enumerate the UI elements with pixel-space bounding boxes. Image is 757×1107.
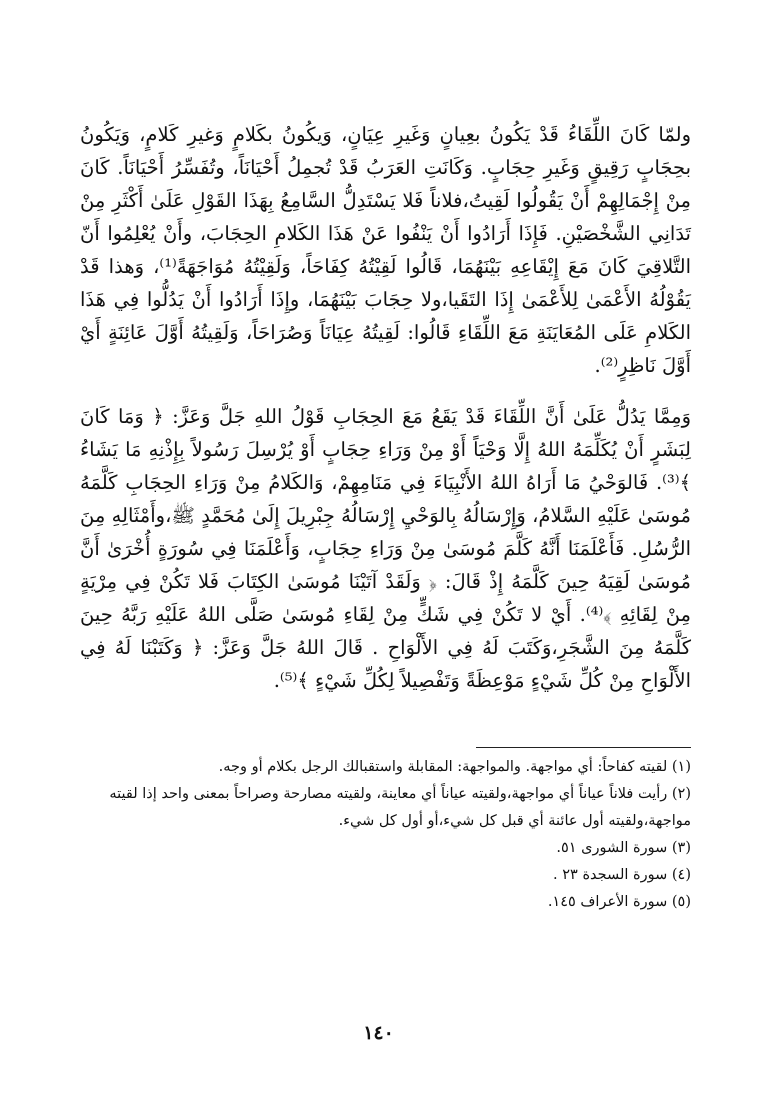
page-number: ١٤٠ bbox=[363, 1022, 394, 1044]
footnotes-list bbox=[80, 754, 691, 916]
footnote-3: (٣) سورة الشورى ٥١. bbox=[556, 840, 691, 856]
footnote-2: (٢) رأيت فلاناً عياناً أي مواجهة،ولقيته عياناً أي معاينة، ولقيته مصارحة وصراحاً بمعنى واحد إذا لقيته مواجهة،ولقيته أول عائنة أي قبل كل شيء،أو أول كل شيء. bbox=[109, 786, 691, 829]
footnote-5: (٥) سورة الأعراف ١٤٥. bbox=[547, 894, 691, 910]
paragraph-2: وَمِمَّا يَدُلُّ عَلَىٰ أَنَّ اللِّقَاءَ قَدْ يَقَعُ مَعَ الحِجَابِ قَوْلُ اللهِ جَلَّ وَعَزَّ: ﴿ وَمَا كَانَ لِبَشَرٍ أَنْ يُكَلِّمَهُ اللهُ إِلَّا وَحْيَاً أَوْ مِنْ وَرَاءِ حِجَابٍ أَوْ يُرْسِلَ رَسُولاً بِإِذْنِهِ مَا يَشَاءُ ﴾⁽³⁾. فَالوَحْيُ مَا أَرَاهُ اللهُ الأَنْبِيَاءَ فِي مَنَامِهِمْ، وَالكَلامُ مِنْ وَرَاءِ الحِجَابِ كَلَّمَهُ مُوسَىٰ عَلَيْهِ السَّلامُ، وَإِرْسَالُهُ بِالوَحْيِ إِرْسَالُهُ جِبْرِيلَ إِلَىٰ مُحَمَّدٍ ﷺ،وأَمْثَالِهِ مِنَ الرُّسُلِ. فَأَعْلَمَنَا أَنَّهُ كَلَّمَ مُوسَىٰ مِنْ وَرَاءِ حِجَابٍ، وَأَعْلَمَنَا فِي سُورَةٍ أُخْرَىٰ أَنَّ مُوسَىٰ لَقِيَهُ حِينَ كَلَّمَهُ إِذْ قَالَ: ﴿ وَلَقَدْ آتَيْنَا مُوسَىٰ الكِتَابَ فَلا تَكُنْ فِي مِرْيَةٍ مِنْ لِقَائِهِ ﴾⁽⁴⁾. أَيْ لا تَكُنْ فِي شَكٍّ مِنْ لِقَاءِ مُوسَىٰ صَلَّى اللهُ عَلَيْهِ رَبَّهُ حِينَ كَلَّمَهُ مِنَ الشَّجَرِ،وَكَتَبَ لَهُ فِي الأَلْوَاحِ . قَالَ اللهُ جَلَّ وَعَزَّ: ﴿ وَكَتَبْنَا لَهُ فِي الأَلْوَاحِ مِنْ كُلِّ شَيْءٍ مَوْعِظَةً وَتَفْصِيلاً لِكُلِّ شَيْءٍ ﴾⁽⁵⁾. bbox=[80, 405, 691, 692]
main-text bbox=[80, 118, 691, 697]
footnote-divider bbox=[476, 747, 691, 748]
footnote-4: (٤) سورة السجدة ٢٣ . bbox=[553, 867, 691, 883]
footnote-1: (١) لقيته كفاحاً: أي مواجهة. والمواجهة: المقابلة واستقبالك الرجل بكلام أو وجه. bbox=[218, 759, 691, 775]
paragraph-1: ولمّا كَانَ اللِّقَاءُ قَدْ يَكُونُ بعِيانٍ وَغَيرِ عِيَانٍ، وَيكُونُ بكَلامٍ وَغيرِ كَلامٍ، وَيَكُونُ بحِجَابٍ رَقِيقٍ وَغَيرِ حِجَابٍ. وَكَانَتِ العَرَبُ قَدْ تُجمِلُ أَحْيَانَاً، وتُفَسِّرُ أَحْيَانَاً. كَانَ مِنْ إِجْمَالِهِمْ أَنْ يَقُولُوا لَقِيتُ،فلاناً فَلا يَسْتَدِلُّ السَّامِعُ بِهَذَا القَوْلِ عَلَىٰ أَكْثَرِ مِنْ تَدَانِي الشَّخْصَيْنِ. فَإِذَا أَرَادُوا أَنْ يَنْفُوا عَنْ هَذَا الكَلامِ الحِجَابَ، وأَنْ يُعْلِمُوا أَنّ التَّلاقِيَ كَانَ مَعَ إِيْقَاعِهِ بَيْنَهُمَا، قَالُوا لَقِيْتُهُ كِفَاحَاً، وَلَقِيْتُهُ مُوَاجَهَةً⁽¹⁾، وَهذا قَدْ يَقُوْلُهُ الأَعْمَىٰ لِلأَعْمَىٰ إِذَا التَقَيا،ولا حِجَابَ بَيْنَهُمَا، وإِذَا أَرَادُوا أَنْ يَدُلُّوا فِي هَذَا الكَلامِ عَلَى المُعَايَنَةِ مَعَ اللِّقَاءِ قَالُوا: لَقِيتُهُ عِيَانَاً وَصُرَاحَاً، وَلَقِيتُهُ أَوَّلَ عَائِنَةٍ أَيْ أَوَّلَ نَاظِرٍ⁽²⁾. bbox=[80, 123, 691, 377]
